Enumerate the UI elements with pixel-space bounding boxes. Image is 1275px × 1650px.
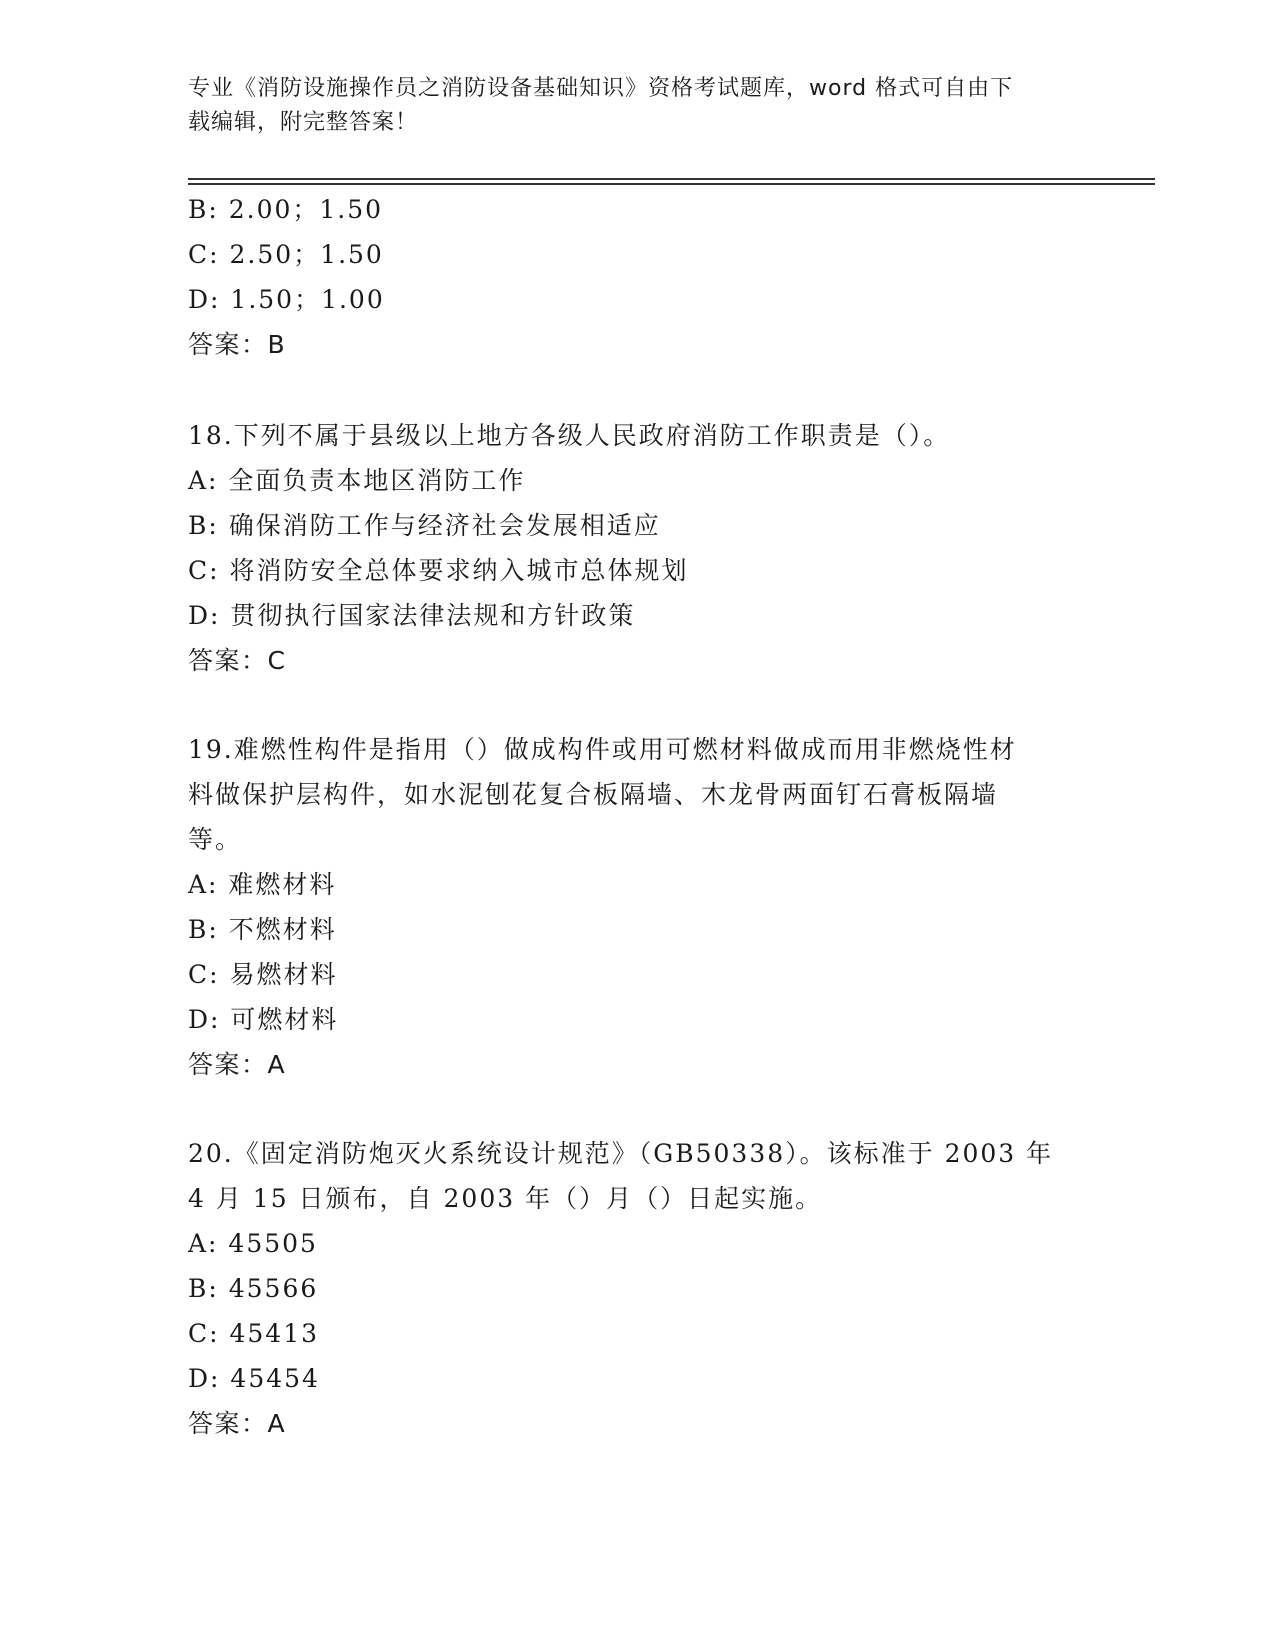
q20-option-c: C: 45413 [188,1319,320,1348]
q18-option-d: D: 贯彻执行国家法律法规和方针政策 [188,601,636,630]
q20-option-a: A: 45505 [188,1229,318,1258]
header-line-2: 载编辑，附完整答案！ [188,110,419,135]
q20-question-line-2: 4 月 15 日颁布，自 2003 年（）月（）日起实施。 [188,1184,823,1213]
q17-option-d: D: 1.50；1.00 [188,285,385,314]
q20-answer: 答案：A [188,1409,287,1438]
q19-option-b: B: 不燃材料 [188,915,337,944]
q18-option-c: C: 将消防安全总体要求纳入城市总体规划 [188,556,689,585]
q19-question-line-3: 等。 [188,825,243,854]
q18-option-b: B: 确保消防工作与经济社会发展相适应 [188,511,661,540]
q18-question: 18.下列不属于县级以上地方各级人民政府消防工作职责是（）。 [188,421,951,450]
header-divider-bottom [188,183,1155,185]
q17-option-b: B: 2.00；1.50 [188,195,384,224]
q18-answer: 答案：C [188,646,287,675]
q20-option-b: B: 45566 [188,1274,319,1303]
q19-option-a: A: 难燃材料 [188,870,337,899]
q20-question-line-1: 20.《固定消防炮灭火系统设计规范》（GB50338）。该标准于 2003 年 [188,1139,1054,1168]
q19-option-c: C: 易燃材料 [188,960,338,989]
document-header [188,72,1088,140]
q19-question-line-1: 19.难燃性构件是指用（）做成构件或用可燃材料做成而用非燃烧性材 [188,735,1017,764]
q19-answer: 答案：A [188,1050,287,1079]
q19-question-line-2: 料做保护层构件，如水泥刨花复合板隔墙、木龙骨两面钉石膏板隔墙 [188,780,999,809]
q18-option-a: A: 全面负责本地区消防工作 [188,466,526,495]
header-line-1: 专业《消防设施操作员之消防设备基础知识》资格考试题库，word 格式可自由下 [188,76,1014,101]
q19-option-d: D: 可燃材料 [188,1005,339,1034]
header-divider-top [188,178,1155,180]
q17-option-c: C: 2.50；1.50 [188,240,384,269]
q20-option-d: D: 45454 [188,1364,320,1393]
q17-answer: 答案：B [188,330,287,359]
